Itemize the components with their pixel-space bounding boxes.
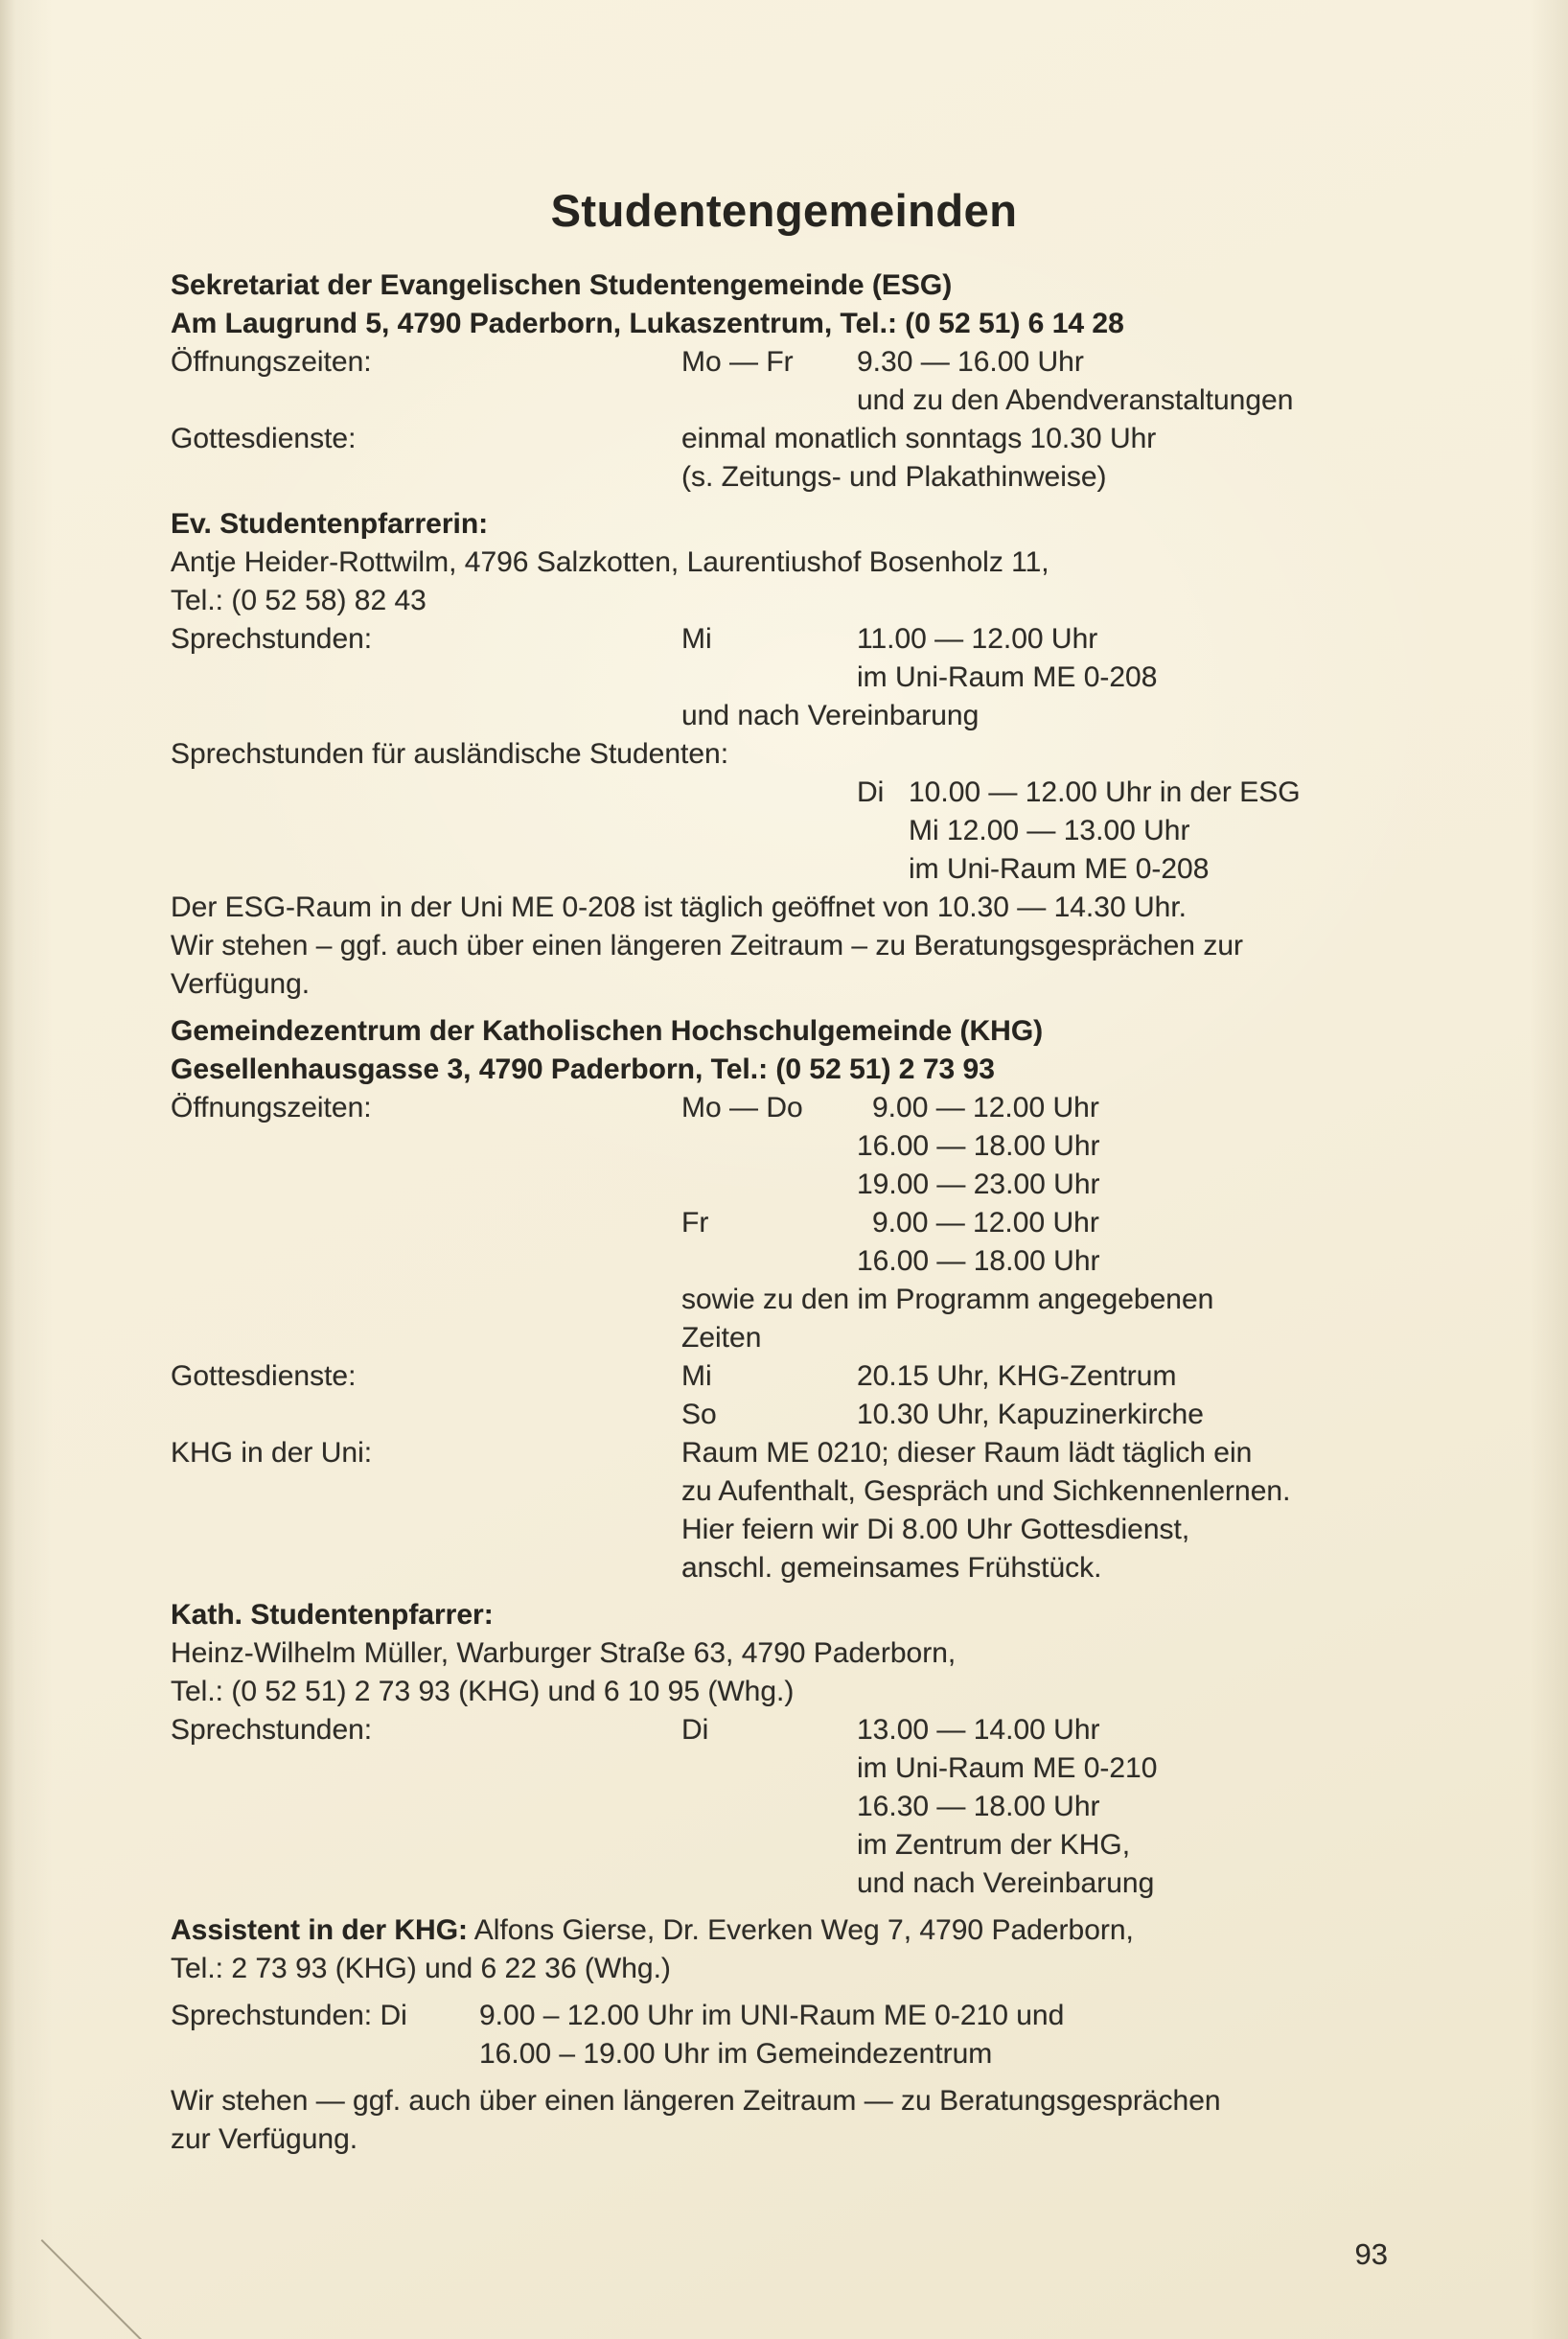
bold-text-segment: Ev. Studentenpfarrerin:	[171, 508, 489, 540]
text-segment: Fr	[681, 1207, 709, 1239]
text-line	[171, 1997, 1409, 2035]
text-segment: Sprechstunden: Di	[171, 2000, 407, 2031]
text-segment: 9.30 — 16.00 Uhr	[857, 346, 1084, 378]
text-segment: Heinz-Wilhelm Müller, Warburger Straße 63, 4790 Paderborn,	[171, 1637, 957, 1669]
text-segment: Mo — Fr	[681, 346, 794, 378]
text-segment: 11.00 — 12.00 Uhr	[857, 623, 1098, 655]
text-segment: 10.30 Uhr, Kapuzinerkirche	[857, 1399, 1204, 1430]
text-segment: im Uni-Raum ME 0-208	[909, 853, 1210, 885]
text-line	[171, 1749, 1409, 1788]
text-segment: Di	[681, 1714, 709, 1746]
text-segment: (s. Zeitungs- und Plakathinweise)	[681, 461, 1107, 493]
page-number: 93	[1354, 2237, 1388, 2271]
text-segment: und nach Vereinbarung	[857, 1867, 1155, 1899]
text-line	[171, 1472, 1409, 1511]
text-segment: und nach Vereinbarung	[681, 700, 980, 731]
text-line	[171, 1511, 1409, 1549]
text-segment: 9.00 — 12.00 Uhr	[872, 1092, 1099, 1123]
text-line	[171, 1281, 1409, 1319]
text-line	[171, 382, 1409, 420]
text-segment: So	[681, 1399, 717, 1430]
bold-text-segment: Kath. Studentenpfarrer:	[171, 1599, 494, 1631]
text-segment: Sprechstunden:	[171, 1714, 373, 1746]
text-line	[171, 1434, 1409, 1472]
text-line	[171, 1864, 1409, 1903]
text-line	[171, 1127, 1409, 1166]
text-segment: Öffnungszeiten:	[171, 346, 372, 378]
text-segment: 20.15 Uhr, KHG-Zentrum	[857, 1360, 1177, 1392]
text-segment: 16.00 — 18.00 Uhr	[857, 1130, 1100, 1162]
text-line	[171, 1242, 1409, 1281]
text-line	[171, 1357, 1409, 1396]
text-segment: im Uni-Raum ME 0-210	[857, 1752, 1158, 1784]
text-line	[171, 2035, 1409, 2073]
text-segment: Alfons Gierse, Dr. Everken Weg 7, 4790 Paderborn,	[468, 1914, 1134, 1946]
text-line	[171, 544, 1409, 582]
text-line	[171, 1673, 1409, 1711]
text-segment: Antje Heider-Rottwilm, 4796 Salzkotten, Laurentiushof Bosenholz 11,	[171, 546, 1049, 578]
text-segment: Raum ME 0210; dieser Raum lädt täglich ein	[681, 1437, 1253, 1469]
text-line	[171, 266, 1409, 305]
text-line	[171, 735, 1409, 774]
text-line	[171, 774, 1409, 812]
text-line	[171, 1089, 1409, 1127]
text-segment: 16.00 — 18.00 Uhr	[857, 1245, 1100, 1277]
text-segment: Mo — Do	[681, 1092, 803, 1123]
text-line	[171, 850, 1409, 889]
text-line	[171, 1950, 1409, 1988]
text-line	[171, 927, 1409, 965]
text-segment: Gottesdienste:	[171, 423, 357, 454]
text-segment: zur Verfügung.	[171, 2123, 358, 2155]
text-segment: Gottesdienste:	[171, 1360, 357, 1392]
text-segment: Der ESG-Raum in der Uni ME 0-208 ist täglich geöffnet von 10.30 — 14.30 Uhr.	[171, 892, 1187, 923]
text-line	[171, 1596, 1409, 1634]
text-segment: Verfügung.	[171, 968, 311, 1000]
document-lines	[171, 266, 1409, 2159]
text-segment: Wir stehen — ggf. auch über einen längeren Zeitraum — zu Beratungsgesprächen	[171, 2085, 1221, 2117]
text-segment: 16.00 – 19.00 Uhr im Gemeindezentrum	[479, 2038, 993, 2070]
text-segment: Mi	[681, 623, 712, 655]
text-line	[171, 697, 1409, 735]
text-segment: Tel.: 2 73 93 (KHG) und 6 22 36 (Whg.)	[171, 1953, 671, 1984]
text-line	[171, 1319, 1409, 1357]
text-line	[171, 1204, 1409, 1242]
text-segment: Mi	[681, 1360, 712, 1392]
bold-text-segment: Sekretariat der Evangelischen Studentengemeinde (ESG)	[171, 269, 953, 301]
text-line	[171, 582, 1409, 620]
text-segment: Tel.: (0 52 51) 2 73 93 (KHG) und 6 10 95 (Whg.)	[171, 1676, 795, 1707]
text-segment: anschl. gemeinsames Frühstück.	[681, 1552, 1102, 1584]
text-line	[171, 659, 1409, 697]
text-line	[171, 1634, 1409, 1673]
text-segment: und zu den Abendveranstaltungen	[857, 384, 1294, 416]
text-segment: 9.00 – 12.00 Uhr im UNI-Raum ME 0-210 und	[479, 2000, 1065, 2031]
text-segment: 10.00 — 12.00 Uhr in der ESG	[909, 776, 1301, 808]
text-line	[171, 305, 1409, 343]
text-segment: 13.00 — 14.00 Uhr	[857, 1714, 1100, 1746]
text-line	[171, 1788, 1409, 1826]
text-segment: einmal monatlich sonntags 10.30 Uhr	[681, 423, 1157, 454]
text-segment: im Zentrum der KHG,	[857, 1829, 1131, 1861]
text-segment: Sprechstunden:	[171, 623, 373, 655]
text-line	[171, 1711, 1409, 1749]
page-title: Studentengemeinden	[550, 185, 1018, 236]
text-line	[171, 458, 1409, 497]
text-line	[171, 889, 1409, 927]
text-segment: Wir stehen – ggf. auch über einen längeren Zeitraum – zu Beratungsgesprächen zur	[171, 930, 1243, 961]
bold-text-segment: Gemeindezentrum der Katholischen Hochschulgemeinde (KHG)	[171, 1015, 1044, 1047]
scan-crease-mark	[41, 2239, 144, 2339]
bold-text-segment: Assistent in der KHG:	[171, 1914, 469, 1946]
text-segment: KHG in der Uni:	[171, 1437, 373, 1469]
text-segment: Hier feiern wir Di 8.00 Uhr Gottesdienst,	[681, 1514, 1190, 1545]
text-segment: im Uni-Raum ME 0-208	[857, 661, 1158, 693]
text-segment: Öffnungszeiten:	[171, 1092, 372, 1123]
bold-text-segment: Gesellenhausgasse 3, 4790 Paderborn, Tel.: (0 52 51) 2 73 93	[171, 1054, 995, 1085]
text-line	[171, 343, 1409, 382]
text-line	[171, 1826, 1409, 1864]
text-segment: zu Aufenthalt, Gespräch und Sichkennenlernen.	[681, 1475, 1291, 1507]
text-line	[171, 2082, 1409, 2120]
text-segment: 9.00 — 12.00 Uhr	[872, 1207, 1099, 1239]
text-line	[171, 505, 1409, 544]
text-line	[171, 1911, 1409, 1950]
text-segment: Sprechstunden für ausländische Studenten:	[171, 738, 729, 770]
text-segment: Tel.: (0 52 58) 82 43	[171, 585, 427, 616]
text-line	[171, 620, 1409, 659]
text-line	[171, 812, 1409, 850]
text-segment: Zeiten	[681, 1322, 762, 1354]
text-line	[171, 1549, 1409, 1587]
text-line	[171, 420, 1409, 458]
text-line	[171, 965, 1409, 1004]
text-line	[171, 1051, 1409, 1089]
text-line	[171, 2120, 1409, 2159]
bold-text-segment: Am Laugrund 5, 4790 Paderborn, Lukaszentrum, Tel.: (0 52 51) 6 14 28	[171, 308, 1124, 339]
text-segment: Di	[857, 776, 885, 808]
text-segment: Mi 12.00 — 13.00 Uhr	[909, 815, 1190, 846]
text-line	[171, 1012, 1409, 1051]
text-segment: 16.30 — 18.00 Uhr	[857, 1791, 1100, 1822]
text-segment: 19.00 — 23.00 Uhr	[857, 1169, 1100, 1200]
text-line	[171, 1396, 1409, 1434]
text-segment: sowie zu den im Programm angegebenen	[681, 1284, 1214, 1315]
text-line	[171, 1166, 1409, 1204]
